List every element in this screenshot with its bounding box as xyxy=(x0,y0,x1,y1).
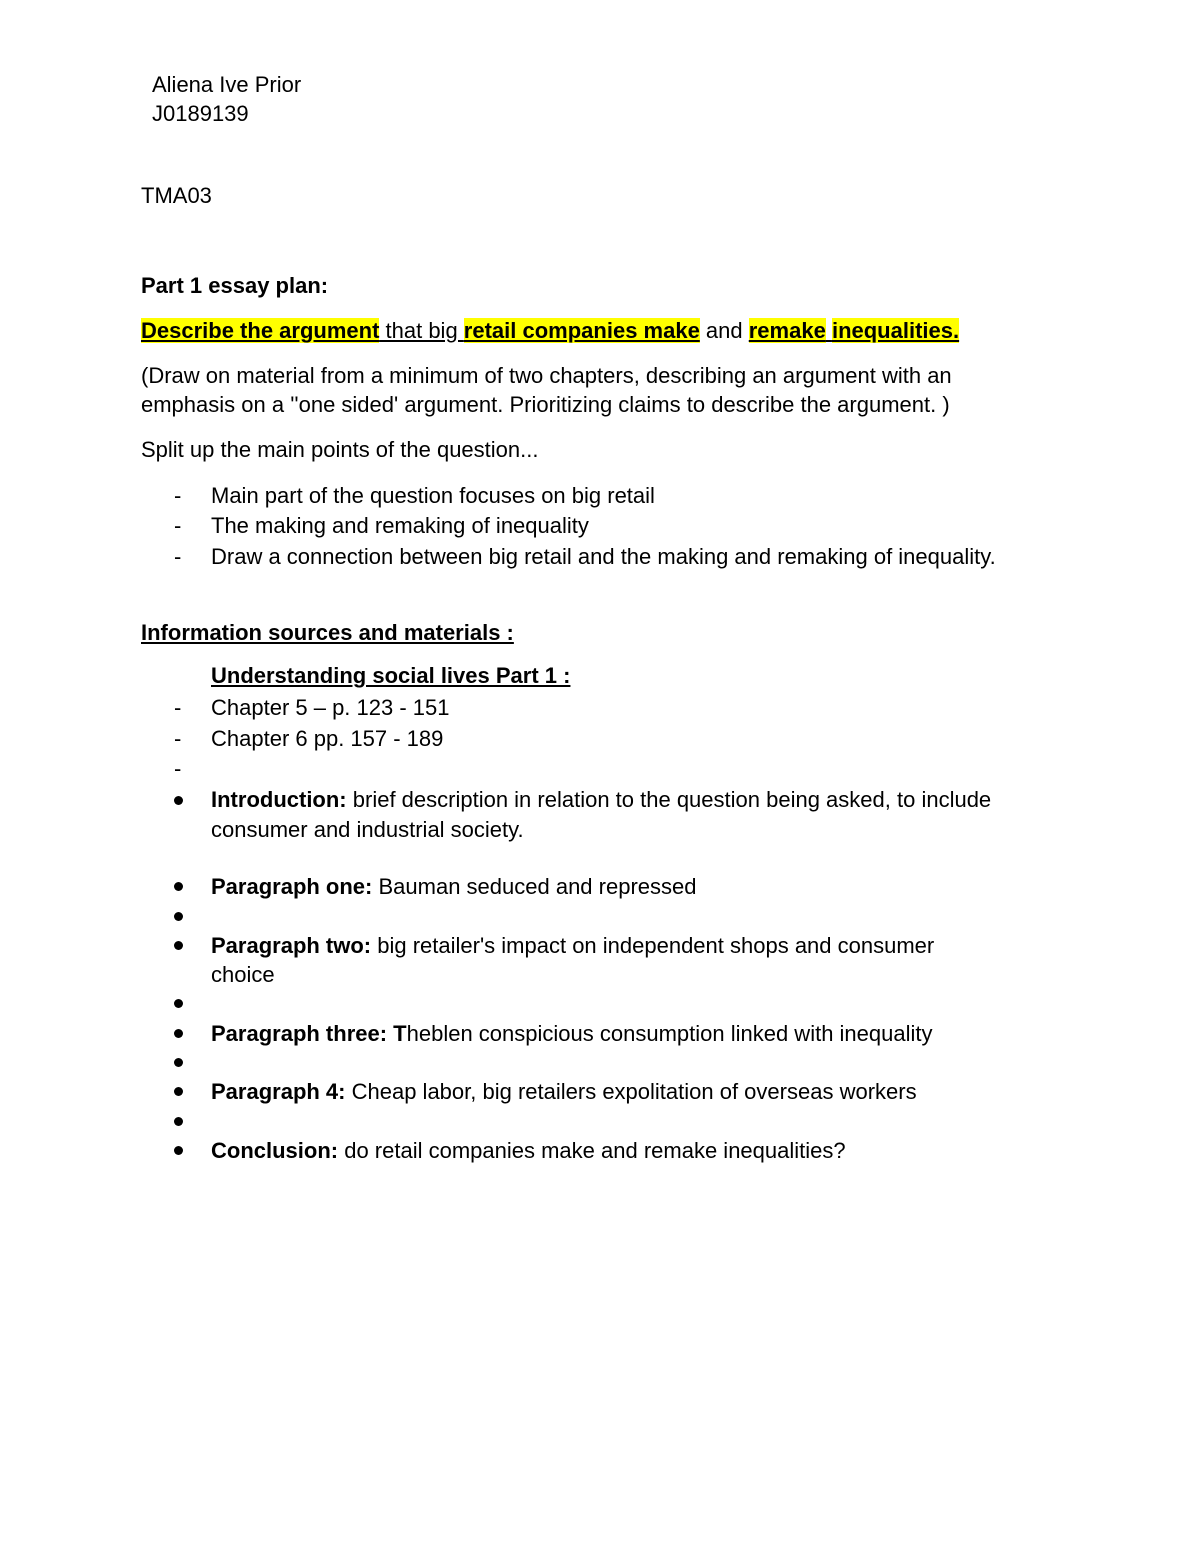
bullet-icon xyxy=(174,999,183,1008)
item-text: Cheap labor, big retailers expolitation of overseas workers xyxy=(345,1079,917,1104)
list-item: Chapter 6 pp. 157 - 189 xyxy=(211,726,444,751)
student-id: J0189139 xyxy=(152,101,249,126)
item-label: Conclusion: xyxy=(211,1138,339,1163)
assignment-code: TMA03 xyxy=(141,183,212,208)
dash-marker: - xyxy=(174,726,182,751)
list-item xyxy=(211,1019,933,1049)
item-label: Paragraph three: xyxy=(211,1021,388,1046)
list-item xyxy=(211,1136,846,1166)
list-item: The making and remaking of inequality xyxy=(211,513,589,538)
list-item-continuation: consumer and industrial society. xyxy=(211,817,524,842)
list-item: Main part of the question focuses on big retail xyxy=(211,483,655,508)
question-segment: that big xyxy=(379,318,464,343)
bullet-icon xyxy=(174,1058,183,1067)
list-item-continuation: choice xyxy=(211,962,275,987)
item-label: Paragraph one: xyxy=(211,874,373,899)
instructions-line: emphasis on a ''one sided' argument. Prioritizing claims to describe the argument. ) xyxy=(141,392,950,417)
list-item xyxy=(211,872,696,902)
bullet-icon xyxy=(174,1146,183,1155)
bullet-icon xyxy=(174,912,183,921)
list-item: Chapter 5 – p. 123 - 151 xyxy=(211,695,450,720)
question-segment: Describe the argument xyxy=(141,318,380,343)
item-label: Introduction: xyxy=(211,787,347,812)
dash-marker: - xyxy=(174,544,182,569)
question-segment: remake xyxy=(748,318,826,343)
dash-marker: - xyxy=(174,483,182,508)
list-item xyxy=(211,1077,917,1107)
bullet-icon xyxy=(174,882,183,891)
item-label: Paragraph two: xyxy=(211,933,372,958)
question-segment: inequalities. xyxy=(831,318,960,343)
question-segment: and xyxy=(699,318,749,343)
item-text: heblen conspicious consumption linked with inequality xyxy=(406,1021,933,1046)
bullet-icon xyxy=(174,1087,183,1096)
list-item: Draw a connection between big retail and the making and remaking of inequality. xyxy=(211,544,996,569)
item-text: big retailer's impact on independent shops and consumer xyxy=(371,933,935,958)
dash-marker: - xyxy=(174,756,182,781)
list-item xyxy=(211,931,934,961)
author-name: Aliena Ive Prior xyxy=(152,72,302,97)
dash-marker: - xyxy=(174,695,182,720)
item-label: T xyxy=(387,1021,407,1046)
bullet-icon xyxy=(174,1029,183,1038)
split-intro: Split up the main points of the question... xyxy=(141,437,539,462)
instructions-line: (Draw on material from a minimum of two chapters, describing an argument with an xyxy=(141,363,952,388)
dash-marker: - xyxy=(174,513,182,538)
bullet-icon xyxy=(174,1117,183,1126)
essay-question xyxy=(141,316,959,346)
question-segment: retail companies make xyxy=(463,318,700,343)
item-label: Paragraph 4: xyxy=(211,1079,346,1104)
item-text: Bauman seduced and repressed xyxy=(372,874,697,899)
sources-heading: Information sources and materials : xyxy=(141,620,514,645)
part1-heading: Part 1 essay plan: xyxy=(141,273,329,298)
item-text: brief description in relation to the question being asked, to include xyxy=(346,787,992,812)
bullet-icon xyxy=(174,796,183,805)
item-text: do retail companies make and remake inequalities? xyxy=(338,1138,846,1163)
bullet-icon xyxy=(174,941,183,950)
list-item xyxy=(211,785,991,815)
sources-subheading: Understanding social lives Part 1 : xyxy=(211,663,571,688)
